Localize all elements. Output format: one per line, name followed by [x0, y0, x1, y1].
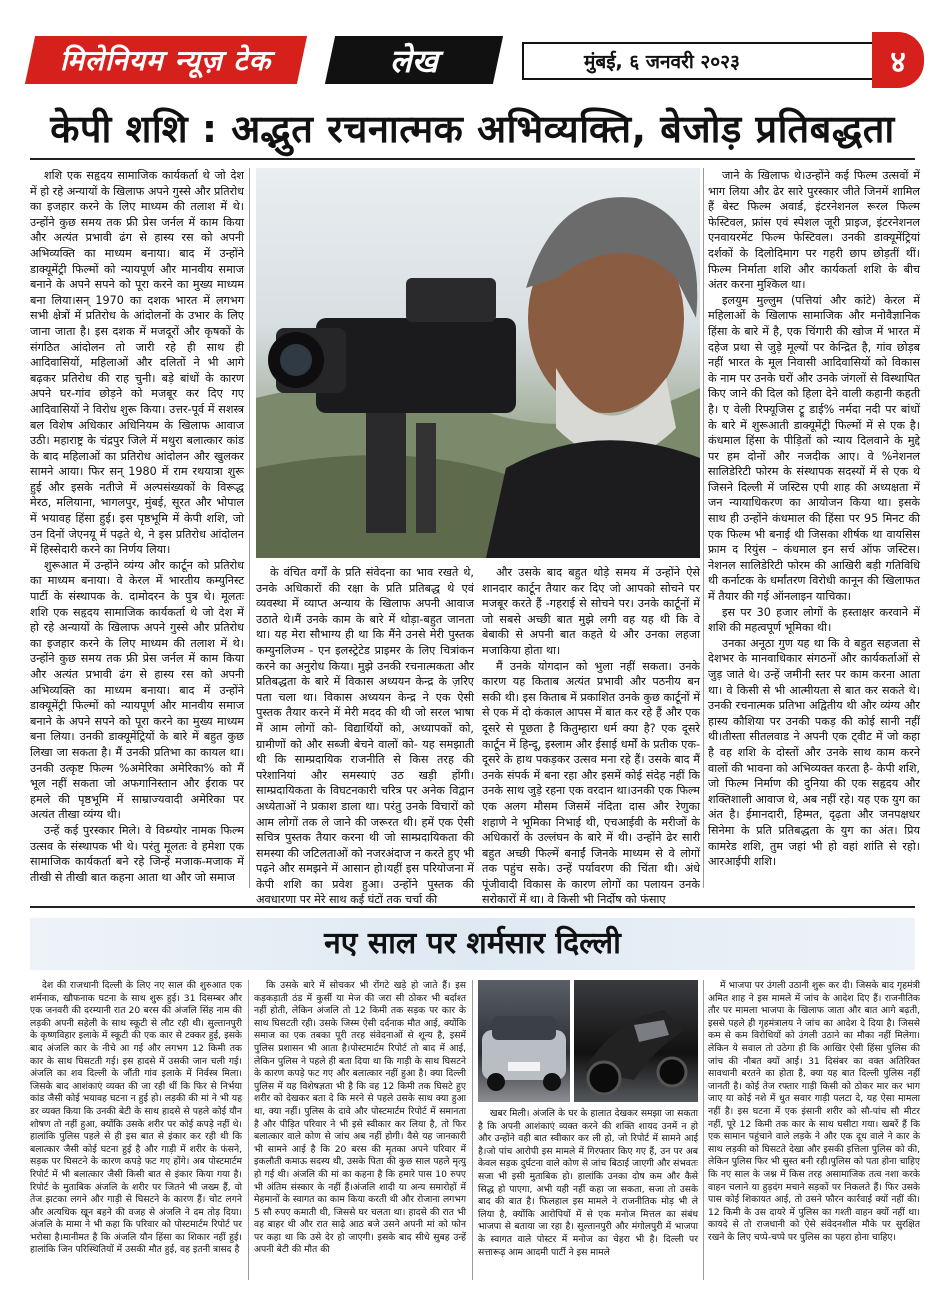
paragraph: इस पर 30 हजार लोगों के हस्ताक्षर करवाने में शशि की महत्वपूर्ण भूमिका थी।: [708, 605, 920, 635]
paragraph: उन्हें कई पुरस्कार मिले। वे विब्ग्योर नामक फिल्म उत्सव के संस्थापक भी थे। परंतु मूलतः वे हमेशा एक सामाजिक कार्यकर्ता बने रहे जिन्हें मजाक-मजाक में तीखी से तीखी बात कहना आता था और जो समाज: [30, 823, 244, 884]
paragraph: में भाजपा पर उंगली उठानी शुरू कर दी। जिसके बाद गृहमंत्री अमित शाह ने इस मामले में जांच के आदेश दिए हैं। राजनीतिक तौर पर मामला भाजपा के खिलाफ जाता और बात आगे बढ़ती, इससे पहले ही गृहमंत्रालय ने जांच का आदेश दे दिया है। जिससे कम से कम विरोधियों को उंगली उठाने का मौका नहीं मिलेगा। लेकिन ये सवाल तो उठेगा ही कि आखिर ऐसी हिंसा पुलिस की जांच की नौबत क्यों आई। 31 दिसंबर का वक्त अतिरिक्त सावधानी बरतने का होता है, क्या यह बात दिल्ली पुलिस नहीं जानती है। कोई तेज रफ्तार गाड़ी किसी को ठोकर मार कर भाग जाए या कोई नशे में धुत सवार गाड़ी पलटा दे, यह ऐसा मामला नहीं है। इस घटना में एक इंसानी शरीर को सौ-पांच सौ मीटर नहीं, पूरे 12 किमी तक कार के साथ घसीटा गया। खबरें हैं कि एक सामान पहुंचाने वाले लड़के ने और एक दूध वाले ने कार के साथ लड़की को घिसटते देखा और इसकी इत्तिला पुलिस को की, लेकिन पुलिस फिर भी सुस्त बनी रही।पुलिस को पता होना चाहिए कि नए साल के जश्न में किस तरह असामाजिक तत्व नशा करके वाहन चलाने या हुड़दंग मचाने सड़कों पर निकलते हैं। फिर उसके पास कोई शिकायत आई, तो उसने फौरन कार्रवाई क्यों नहीं की। 12 किमी के उस दायरे में पुलिस का गश्ती वाहन क्यों नहीं था। कायदे से तो राजधानी को ऐसे संवेदनशील मौके पर सुरक्षित रखने के लिए चप्पे-चप्पे पर पुलिस का पहरा होना चाहिए।: [708, 980, 920, 1243]
article-column-3: [482, 565, 700, 907]
paragraph: और उसके बाद बहुत थोड़े समय में उन्होंने ऐसे शानदार कार्टून तैयार कर दिए जो आपको सोचने पर मजबूर करते हैं -गहराई से सोचने पर। उनके कार्टूनों में जो सबसे अच्छी बात मुझे लगी वह यह थी कि वे बेबाकी से अपनी बात कहते थे और उनका लहजा मजाकिया होता था।: [482, 566, 700, 657]
section-label: लेख: [390, 41, 438, 80]
second-article-column-1: [30, 980, 242, 1280]
article-headline: केपी शशि : अद्भुत रचनात्मक अभिव्यक्ति, बेजोड़ प्रतिबद्धता: [30, 98, 915, 160]
car-illustration: [478, 980, 570, 1102]
column-rule: [248, 980, 249, 1280]
paragraph: खबर मिली। अंजलि के घर के हालात देखकर समझा जा सकता है कि अपनी आशंकाएं व्यक्त करने की शक्ति शायद उनमें न हो और उन्होंने वही बात स्वीकार कर ली हो, जो रिपोर्ट में सामने आई है।जो पांच आरोपी इस मामले में गिरफ्तार किए गए हैं, उन पर अब केवल सड़क दुर्घटना वाले कोण से जांच बिठाई जाएगी और संभवतः सजा भी इसी मुताबिक हो। हालांकि उनका दोष कम और कैसे सिद्ध हो पाएगा, अभी यही नहीं कहा जा सकता, सजा तो उसके बाद की बात है। फिलहाल इस मामले ने राजनीतिक मोड़ भी ले लिया है, क्योंकि आरोपियों में से एक मनोज मित्तल का संबंध भाजपा से बताया जा रहा है। सुल्तानपुरी और मंगोलपुरी में भाजपा के स्वागत वाले पोस्टर में मनोज का चेहरा भी है। दिल्ली पर सत्तारूढ़ आम आदमी पार्टी ने इस मामले: [478, 1108, 698, 1258]
column-rule: [249, 168, 250, 888]
paragraph: शुरूआत में उन्होंने व्यंग्य और कार्टून को प्रतिरोध का माध्यम बनाया। वे केरल में भारतीय कम्युनिस्ट पार्टी के संस्थापक के. दामोदरन के पुत्र थे। मूलतः शशि एक सहृदय सामाजिक कार्यकर्ता थे जो देश में हो रहे अन्यायों के खिलाफ अपने गुस्से और प्रतिरोध का इजहार करने के लिए माध्यम की तलाश में थे। उन्होंने कुछ समय तक फ्री प्रेस जर्नल में काम किया और अत्यंत प्रभावी ढंग से हास्य रस को अपनी अभिव्यक्ति का माध्यम बनाया। बाद में उन्होंने डाक्यूमेंट्री फिल्मों को न्यायपूर्ण और मानवीय समाज बनाने के अपने सपने को पूरा करने का मुख्य माध्यम बना लिया। उनकी डाक्यूमेंट्रियों के बारे में बहुत कुछ लिखा जा सकता है। मैं उनकी प्रतिभा का कायल था। उनकी उत्कृष्ट फिल्म %अमेरिका अमेरिका% को मैं भूल नहीं सकता जो अफगानिस्तान और ईराक पर हमले की पृष्ठभूमि में साम्राज्यवादी अमेरिका पर अत्यंत तीखा व्यंग्य थी।: [30, 558, 244, 822]
article-photo: [256, 168, 700, 558]
scooter-photo: [574, 980, 698, 1102]
section-tag: [325, 36, 503, 84]
paragraph: मैं उनके योगदान को भुला नहीं सकता। उनके कारण यह किताब अत्यंत प्रभावी और पठनीय बन सकी थी। इस किताब में प्रकाशित उनके कुछ कार्टूनों में से एक में दो कंकाल आपस में बात कर रहे हैं और एक दूसरे से पूछता है कितुम्हारा धर्म क्या है? एक दूसरे कार्टून में हिन्दू, इस्लाम और ईसाई धर्मों के प्रतीक एक-दूसरे के हाथ पकड़कर उत्सव मना रहे हैं। उसके बाद मैं उनके संपर्क में बना रहा और इसमें कोई संदेह नहीं कि उनके साथ जुड़े रहना एक वरदान था।उनकी एक फिल्म एक अलग मौसम जिसमें नंदिता दास और रेणुका शहाणे ने भूमिका निभाई थी, एचआईवी के मरीजों के अधिकारों के उल्लंघन के बारे में थी। उन्होंने ढेर सारी बहुत अच्छी फिल्में बनाईं जिनके माध्यम से वे लोगों तक पहुंच सके। उन्हें पर्यावरण की चिंता थी। अंधे पूंजीवादी विकास के कारण लोगों का पलायन उनके सरोकारों में था। वे किसी भी निर्दोष को फंसाए: [482, 659, 700, 907]
brand-name: मिलेनियम न्यूज़ टेक: [60, 44, 272, 77]
car-photo: [478, 980, 570, 1102]
dateline: मुंबई, ६ जनवरी २०२३: [522, 42, 882, 80]
scooter-illustration: [574, 980, 698, 1102]
second-article-column-3: [478, 1108, 698, 1280]
paragraph: देश की राजधानी दिल्ली के लिए नए साल की शुरुआत एक शर्मनाक, खौफनाक घटना के साथ शुरू हुई। 31 दिसम्बर और एक जनवरी की दरम्यानी रात 20 बरस की अंजलि सिंह नाम की लड़की अपनी सहेली के साथ स्कूटी से लौट रही थी। सुल्तानपुरी के कृष्णविहार इलाके में स्कूटी की एक कार से टक्कर हुई, इसके बाद अंजलि कार के नीचे आ गई और लगभग 12 किमी तक कार के साथ घिसटती गई। इस हादसे में उसकी जान चली गई।अंजलि का शव दिल्ली के जौंती गांव इलाके में निर्वस्त्र मिला। जिसके बाद आशंकाएं व्यक्त की जा रही थीं कि फिर से निर्भया कांड जैसी कोई भयावह घटना न हुई हो। लड़की की मां ने भी यह डर व्यक्त किया कि उनकी बेटी के साथ हादसे से पहले कोई यौन शोषण तो नहीं हुआ, क्योंकि उसके शरीर पर कोई कपड़े नहीं थे।हालांकि पुलिस पहले से ही इस बात से इंकार कर रही थी कि बलात्कार जैसी कोई घटना हुई है और गाड़ी में शरीर के फंसने, सड़क पर घिसटने के कारण कपड़े फट गए होंगे। अब पोस्टमार्टम रिपोर्ट में भी बलात्कार जैसी किसी बात से इंकार किया गया है। रिपोर्ट के मुताबिक अंजलि के शरीर पर जितने भी जख्म हैं, वो तेज झटका लगने और गाड़ी से घिसटने के कारण हैं। चोट लगने और अत्यधिक खून बहने की वजह से अंजलि ने दम तोड़ दिया। अंजलि के मामा ने भी कहा कि परिवार को पोस्टमार्टम रिपोर्ट पर भरोसा है।मानीमत है कि अंजलि यौन हिंसा का शिकार नहीं हुई। हालांकि जिन परिस्थितियों में उसकी मौत हुई, वह इतनी त्रासद है: [30, 980, 242, 1256]
column-rule: [703, 168, 704, 888]
section-divider: [30, 906, 915, 908]
brand-banner: [25, 36, 307, 84]
article-column-4: [708, 168, 920, 888]
masthead: [30, 32, 910, 90]
cameraman-photo-illustration: [256, 168, 700, 558]
paragraph: जाने के खिलाफ थे।उन्होंने कई फिल्म उत्सवों में भाग लिया और ढेर सारे पुरस्कार जीते जिनमें शामिल हैं बेस्ट फिल्म अवार्ड, इंटरनेशनल रूरल फिल्म फेस्टिवल, फ्रांस एवं स्पेशल जूरी प्राइज, इंटरनेशनल एनवायरमेंट फिल्म फेस्टिवल। उनकी डाक्यूमेंट्रियां दर्शकों के दिलोदिमाग पर गहरी छाप छोड़तीं थीं। फिल्म निर्माता शशि और कार्यकर्ता शशि के बीच अंतर करना मुश्किल था।: [708, 169, 920, 292]
page-number: ४: [872, 32, 924, 88]
second-article-column-2: [254, 980, 466, 1280]
paragraph: उनका अनूठा गुण यह था कि वे बहुत सहजता से देशभर के मानवाधिकार संगठनों और कार्यकर्ताओं से जुड़ जाते थे। उन्हें जमीनी स्तर पर काम करना आता था। वे किसी से भी आत्मीयता से बात कर सकते थे। उनकी रचनात्मक प्रतिभा अद्वितीय थी और व्यंग्य और हास्य कौशिया पर उनकी पकड़ की कोई सानी नहीं थी।तीस्ता सीतलवाड ने अपनी एक ट्वीट में जो कहा है वह शशि के दोस्तों और उनके साथ काम करने वालों की भावना को अभिव्यक्त करता है- केपी शशि, जो फिल्म निर्माण की दुनिया की एक सहृदय और शक्तिशाली आवाज थे, अब नहीं रहे। यह एक युग का अंत है। ईमानदारी, हिम्मत, दृढ़ता और जनपक्षधर सिनेमा के प्रति प्रतिबद्धता के युग का अंत। प्रिय कामरेड शशि, तुम जहां भी हो वहां शांति से रहो। आरआईपी शशि।: [708, 636, 920, 869]
paragraph: इलयुम मुल्लुम (पत्तियां और कांटे) केरल में महिलाओं के खिलाफ सामाजिक और मनोवैज्ञानिक हिंसा के बारे में है, एक चिंगारी की खोज में भारत में दहेज प्रथा से जुड़े मूल्यों पर केन्द्रित है, गांव छोड़ब नहीं भारत के मूल निवासी आदिवासियों को विकास के नाम पर उनके घरों और उनके जंगलों से विस्थापित किए जाने की दिल को हिला देने वाली कहानी कहती है। ए वेली रिफ्यूजिस ट्रू डाई% नर्मदा नदी पर बांधों के बारे में शुरूआती डाक्यूमेंट्री फिल्मों में से एक है।कंधमाल हिंसा के पीड़ितों को न्याय दिलवाने के मुद्दे पर हम दोनों और नजदीक आए। वे %नेशनल सालिडेरिटी फोरम के संस्थापक सदस्यों में से एक थे जिसने दिल्ली में जस्टिस एपी शाह की अध्यक्षता में जन न्यायाधिकरण का आयोजन किया था। इसके साथ ही उन्होंने कंधमाल की हिंसा पर 95 मिनट की एक फिल्म भी बनाई थी जिसका शीर्षक था वायसिस फ्राम द रियुंस – कंधमाल इन सर्च ऑफ जस्टिस।नेशनल सालिडेरिटी फोरम की आखिरी बड़ी गतिविधि थी कर्नाटक के धर्मांतरण विरोधी कानून की खिलाफत में तैयार की गई ऑनलाइन याचिका।: [708, 293, 920, 604]
article-column-2: [256, 565, 474, 907]
paragraph: के वंचित वर्गों के प्रति संवेदना का भाव रखते थे, उनके अधिकारों की रक्षा के प्रति प्रतिबद्ध थे एवं व्यवस्था में व्याप्त अन्याय के खिलाफ अपनी आवाज उठाते थे।मैं उनके काम के बारे में थोड़ा-बहुत जानता था। यह मेरा सौभाग्य ही था कि मैंने उनसे मेरी पुस्तक कम्युनलिज्म - एन इलस्ट्रेटेड प्राइमर के लिए चित्रांकन करने का अनुरोध किया। मुझे उनकी रचनात्मकता और प्रतिबद्धता के बारे में विकास अध्ययन केन्द्र के ज़रिए पता चला था। विकास अध्ययन केन्द्र ने एक ऐसी पुस्तक तैयार करने में मेरी मदद की थी जो सरल भाषा में आम लोगों को- विद्यार्थियों को, अध्यापकों को, ग्रामीणों को और सब्जी बेचने वालों को- यह समझाती थी कि साम्प्रदायिक राजनीति से किस तरह की परेशानियां और समस्याएं उठ खड़ी होंगी। साम्प्रदायिकता के विघटनकारी चरित्र पर अनेक विद्वान अध्येताओं ने प्रकाश डाला था। परंतु उनके विचारों को आम लोगों तक ले जाने की जरूरत थी। हमें एक ऐसी सचित्र पुस्तक तैयार करना थी जो साम्प्रदायिकता की समस्या की जटिलताओं को नजरअंदाज न करते हुए भी पढ़ने और समझने में आसान हो।यहीं इस परियोजना में केपी शशि का प्रवेश हुआ। उन्होंने पुस्तक की अवधारणा पर मेरे साथ कई घंटों तक चर्चा की: [256, 566, 474, 907]
paragraph: शशि एक सहृदय सामाजिक कार्यकर्ता थे जो देश में हो रहे अन्यायों के खिलाफ अपने गुस्से और प्रतिरोध का इजहार करने के लिए माध्यम की तलाश में थे। उन्होंने कुछ समय तक फ्री प्रेस जर्नल में काम किया और अत्यंत प्रभावी ढंग से हास्य रस को अपनी अभिव्यक्ति का माध्यम बनाया। बाद में उन्होंने डाक्यूमेंट्री फिल्मों को न्यायपूर्ण और मानवीय समाज बनाने के अपने सपने को पूरा करने का मुख्य माध्यम बना लिया।सन् 1970 का दशक भारत में लगभग सभी क्षेत्रों में प्रतिरोध के आंदोलनों के उभार के लिए जाना जाता है। इस दशक में मजदूरों और कृषकों के संगठित आंदोलन तो जारी रहे ही साथ ही आदिवासियों, महिलाओं और दलितों ने भी आगे बढ़कर प्रतिरोध की राह चुनी। बड़े बांधों के कारण अपने घर-गांव छोड़ने को मजबूर कर दिए गए आदिवासियों ने विरोध शुरू किया। उत्तर-पूर्व में सशस्त्र बल विशेष अधिकार अधिनियम के खिलाफ आवाज उठी। महाराष्ट्र के चंद्रपुर जिले में मथुरा बलात्कार कांड के बाद महिलाओं का प्रतिरोध आंदोलन और खुलकर सामने आया। फिर सन् 1980 में राम रथयात्रा शुरू हुई और इसके नतीजे में अल्पसंख्यकों के विरूद्ध मेरठ, मलियाना, भागलपुर, मुंबई, सूरत और भोपाल में भयावह हिंसा हुई। इस पृष्ठभूमि में केपी शशि, जो उन दिनों जेएनयू में पढ़ते थे, ने इस प्रतिरोध आंदोलन में हिस्सेदारी करने का निर्णय लिया।: [30, 169, 244, 557]
second-article-headline: नए साल पर शर्मसार दिल्ली: [30, 918, 915, 970]
second-article-column-4: [708, 980, 920, 1280]
paragraph: कि उसके बारे में सोचकर भी रोंगटे खड़े हो जाते हैं। इस कड़कड़ाती ठंड में कुर्सी या मेज की जरा सी ठोकर भी बर्दाश्त नहीं होती, लेकिन अंजलि तो 12 किमी तक सड़क पर कार के साथ घिसटती रही। उसके जिस्म ऐसी दर्दनाक मौत आई, क्योंकि समाज का एक तबका पूरी तरह संवेदनाओं से शून्य है, इसमें पुलिस प्रशासन भी आता है।पोस्टमार्टम रिपोर्ट तो बाद में आई, लेकिन पुलिस ने पहले ही बता दिया था कि गाड़ी के साथ घिसटने के कारण कपड़े फट गए और बलात्कार नहीं हुआ है। क्या दिल्ली पुलिस में यह विशेषज्ञता भी है कि वह 12 किमी तक घिसटे हुए शरीर को देखकर बता दे कि मरने से पहले उसके साथ क्या हुआ था, क्या नहीं। पुलिस के दावे और पोस्टमार्टम रिपोर्ट में समानता है और पीड़ित परिवार ने भी इसे स्वीकार कर लिया है, तो फिर बलात्कार वाले कोण से जांच अब नहीं होगी। वैसे यह जानकारी भी सामने आई है कि 20 बरस की मृतका अपने परिवार में इकलौती कमाऊ सदस्य थी, उसके पिता की कुछ साल पहले मृत्यु हो गई थी। अंजलि की मां का कहना है कि हमारे पास 10 रुपए भी अंतिम संस्कार के नहीं हैं।अंजलि शादी या अन्य समारोहों में मेहमानों के स्वागत का काम किया करती थी और रोजाना लगभग 5 सौ रुपए कमाती थी, जिससे घर चलता था। हादसे की रात भी वह बाहर थी और रात साढ़े आठ बजे उसने अपनी मां को फोन पर कहा था कि उसे देर हो जाएगी। इसके बाद सीधे सुबह उन्हें अपनी बेटी की मौत की: [254, 980, 466, 1256]
column-rule: [703, 980, 704, 1280]
column-rule: [472, 980, 473, 1280]
